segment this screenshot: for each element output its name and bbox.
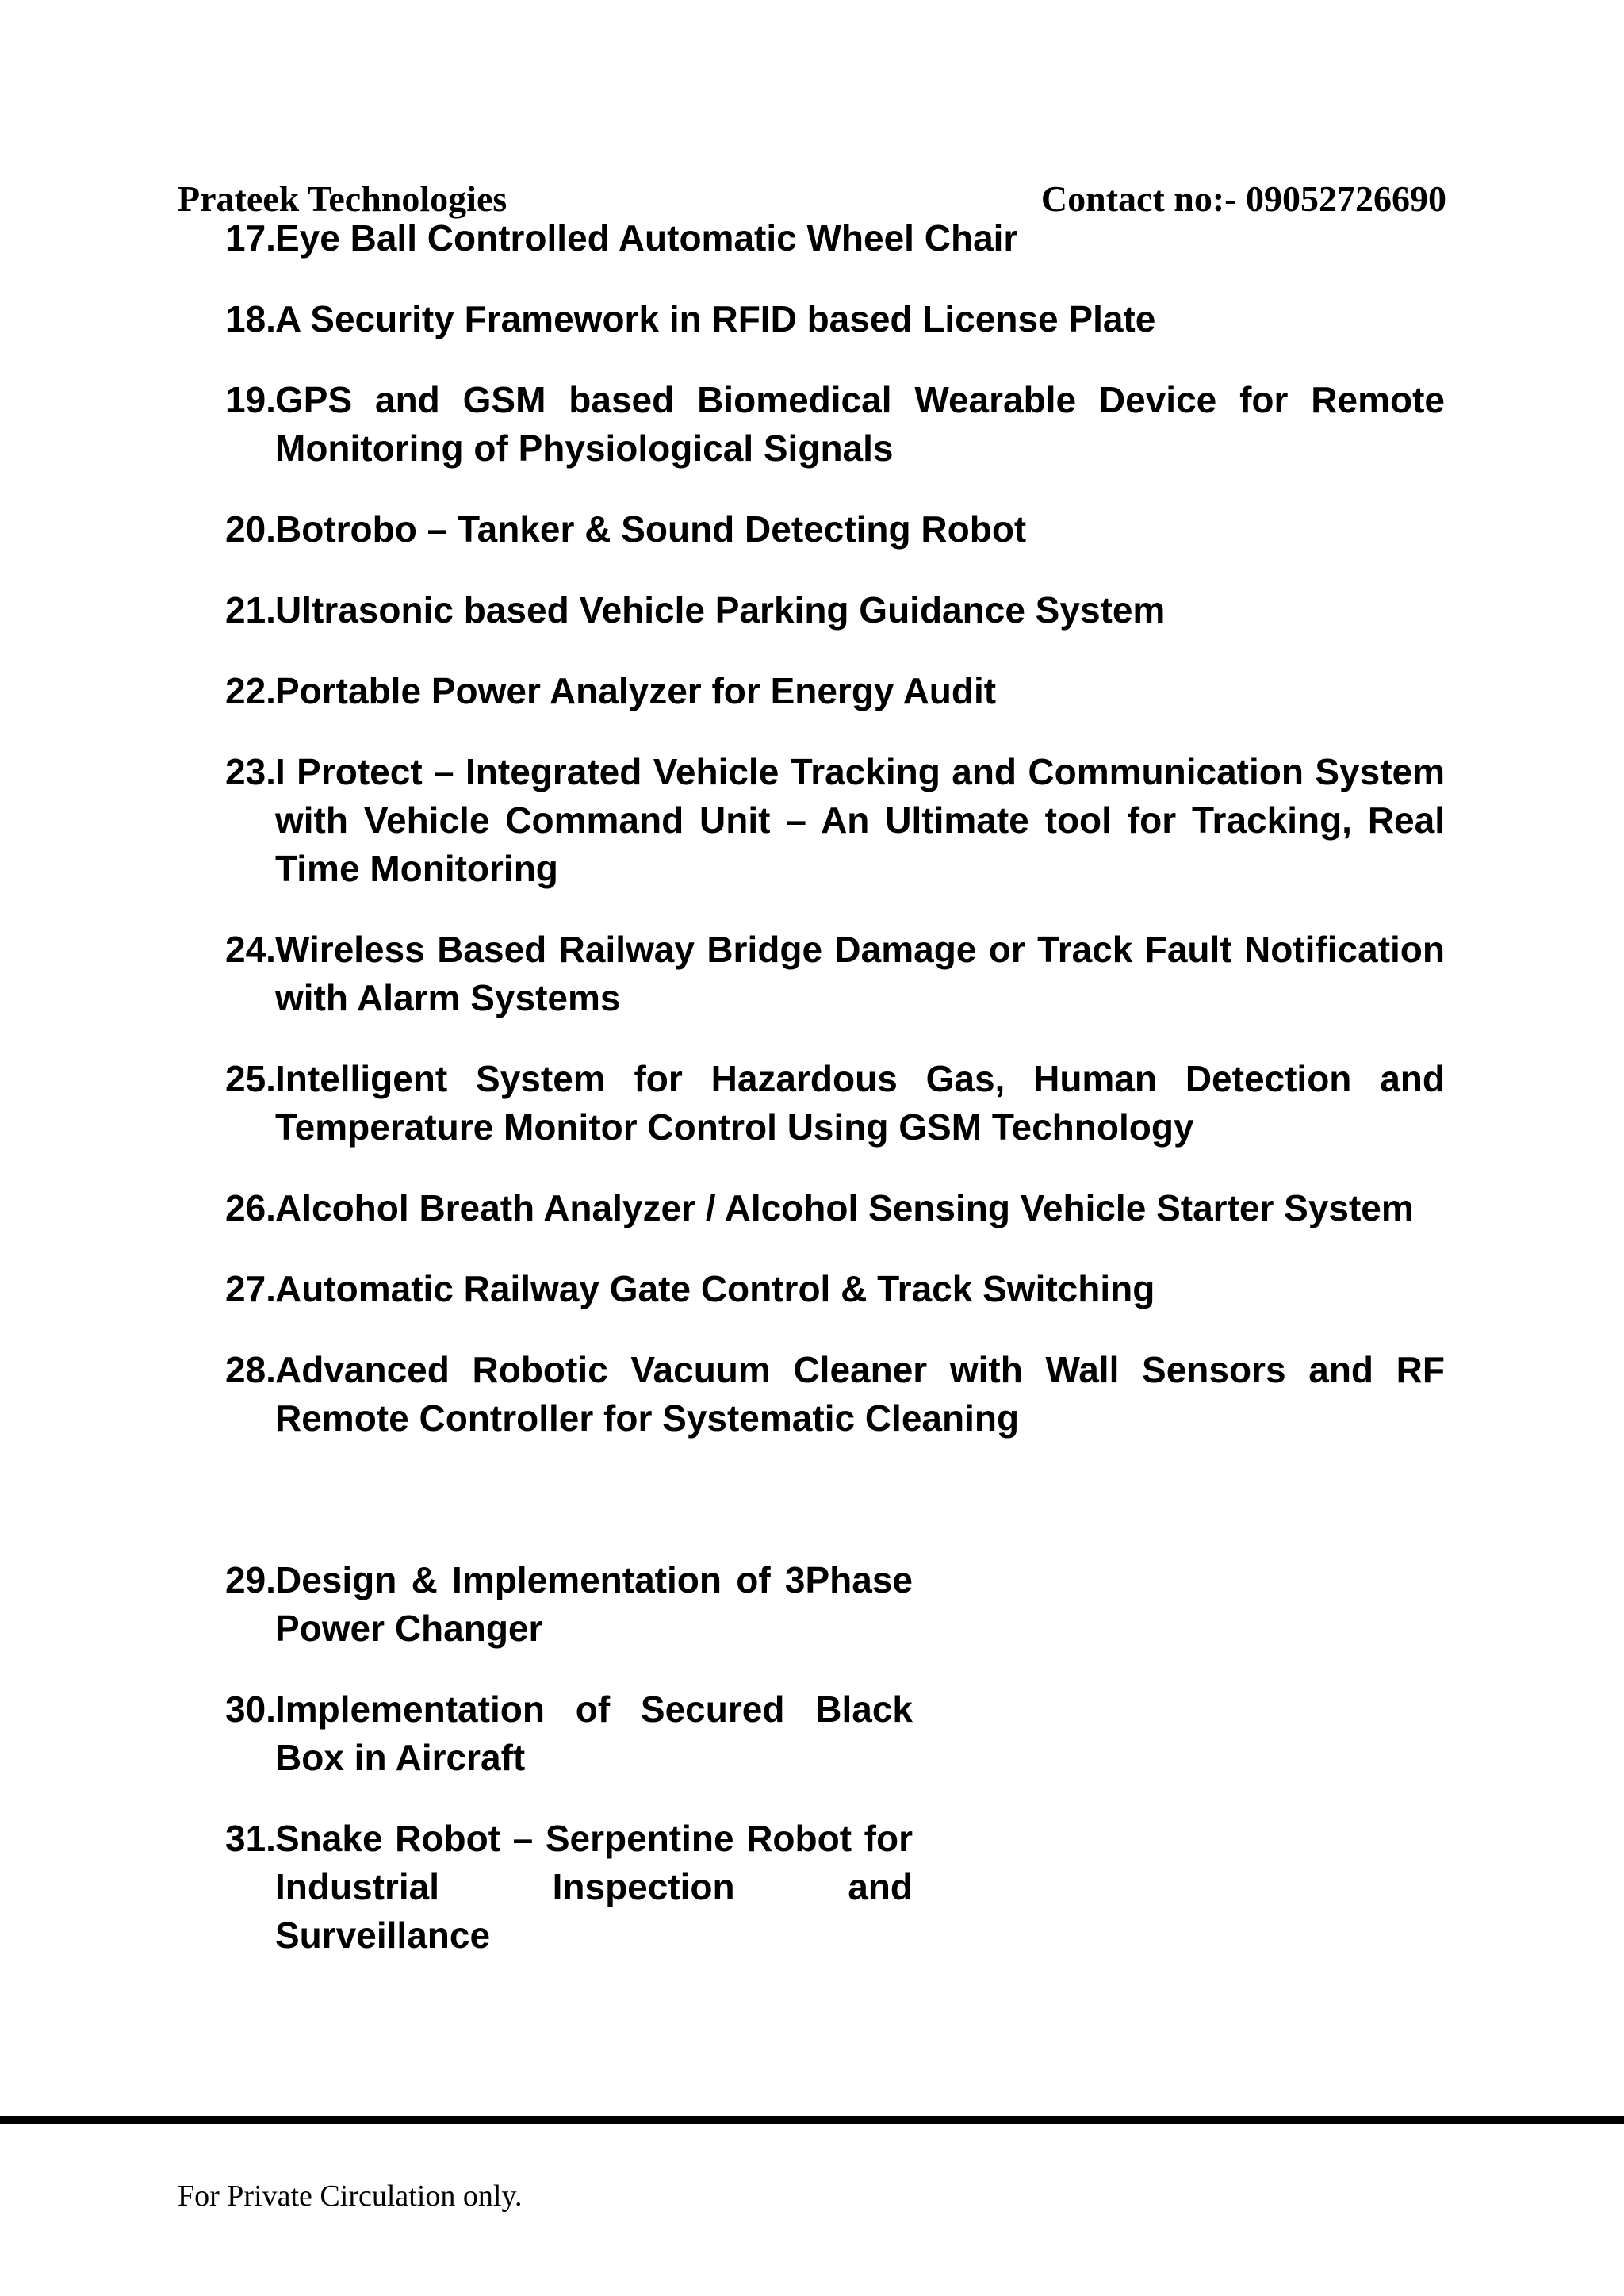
- list-item: [225, 1184, 1445, 1232]
- list-item: [225, 376, 1445, 473]
- item-number: 17 .: [225, 214, 276, 263]
- list-item: [225, 667, 1445, 715]
- company-name: Prateek Technologies: [178, 178, 508, 219]
- item-title: Wireless Based Railway Bridge Damage or Track Fault Notification with Alarm Systems: [275, 929, 1445, 1018]
- item-number: 21 .: [225, 586, 276, 634]
- item-title: Automatic Railway Gate Control & Track Switching: [275, 1268, 1155, 1309]
- item-number: 23 .: [225, 748, 276, 796]
- item-title: Portable Power Analyzer for Energy Audit: [275, 670, 997, 711]
- item-number: 30 .: [225, 1685, 276, 1734]
- list-item: [225, 1685, 913, 1782]
- item-number: 27 .: [225, 1265, 276, 1313]
- footer-note: For Private Circulation only.: [178, 2179, 523, 2213]
- item-title: Design & Implementation of 3Phase Power Changer: [275, 1559, 913, 1649]
- list-item: [225, 586, 1445, 634]
- list-item: [225, 1815, 913, 1960]
- list-item: [225, 1265, 1445, 1313]
- list-item: [225, 505, 1445, 554]
- item-number: 26 .: [225, 1184, 276, 1232]
- item-title: Alcohol Breath Analyzer / Alcohol Sensing Vehicle Starter System: [275, 1187, 1414, 1228]
- item-title: Eye Ball Controlled Automatic Wheel Chair: [275, 217, 1018, 259]
- item-title: Snake Robot – Serpentine Robot for Industrial Inspection and Surveillance: [275, 1818, 913, 1956]
- item-title: Advanced Robotic Vacuum Cleaner with Wall Sensors and RF Remote Controller for Systematic Cleaning: [275, 1349, 1445, 1439]
- item-number: 31 .: [225, 1815, 276, 1863]
- list-item: [225, 1055, 1445, 1152]
- list-item: [225, 214, 1445, 263]
- item-title: Botrobo – Tanker & Sound Detecting Robot: [275, 508, 1027, 550]
- item-number: 18 .: [225, 295, 276, 343]
- list-item: [225, 295, 1445, 343]
- list-item: [225, 1346, 1445, 1443]
- footer-divider: [0, 2116, 1624, 2124]
- contact-number: Contact no:- 09052726690: [1040, 178, 1446, 219]
- item-title: Implementation of Secured Black Box in Aircraft: [275, 1688, 913, 1778]
- list-item: [225, 1556, 913, 1653]
- list-item: [225, 748, 1445, 893]
- item-number: 29 .: [225, 1556, 276, 1604]
- list-item: [225, 926, 1445, 1022]
- project-list: [225, 214, 1445, 1992]
- item-title: A Security Framework in RFID based License Plate: [275, 298, 1156, 339]
- item-number: 20 .: [225, 505, 276, 554]
- item-number: 25 .: [225, 1055, 276, 1103]
- item-number: 19 .: [225, 376, 276, 424]
- item-number: 28 .: [225, 1346, 276, 1394]
- list-spacer: [225, 1475, 1445, 1556]
- item-title: Ultrasonic based Vehicle Parking Guidance System: [275, 589, 1166, 631]
- item-number: 22 .: [225, 667, 276, 715]
- item-number: 24 .: [225, 926, 276, 974]
- item-title: Intelligent System for Hazardous Gas, Human Detection and Temperature Monitor Control Using GSM Technology: [275, 1058, 1445, 1148]
- item-title: I Protect – Integrated Vehicle Tracking and Communication System with Vehicle Command Unit – An Ultimate tool for Tracking, Real Time Monitoring: [275, 751, 1445, 889]
- item-title: GPS and GSM based Biomedical Wearable Device for Remote Monitoring of Physiological Signals: [275, 379, 1445, 469]
